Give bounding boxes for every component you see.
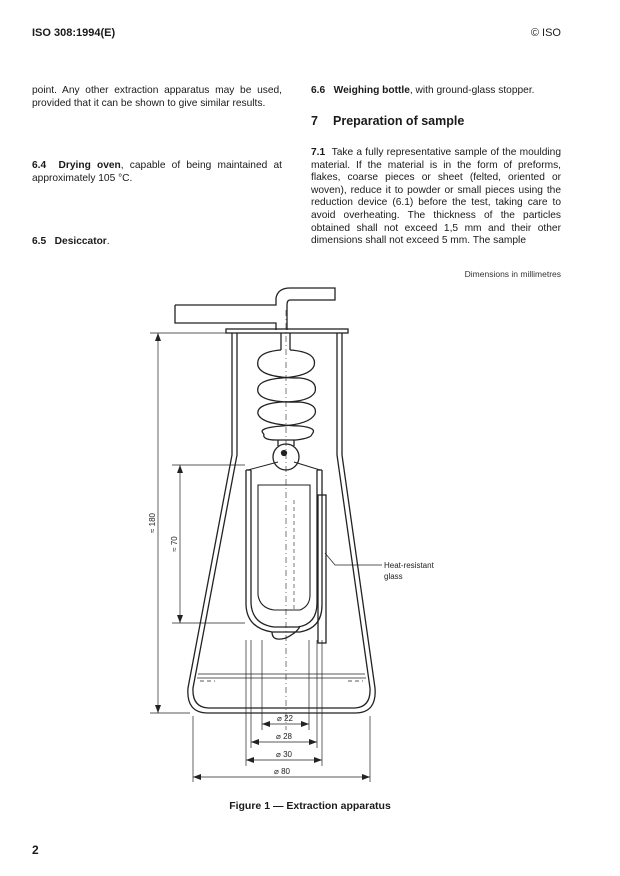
clause-number: 6.6 bbox=[311, 85, 326, 96]
dim-diameter-28: ⌀ 28 bbox=[276, 732, 292, 741]
dim-height-total: ≈ 180 bbox=[148, 513, 157, 533]
continuation-paragraph: point. Any other extraction apparatus may be used, provided that it can be shown to give similar results. bbox=[32, 85, 282, 109]
clause-term: Desiccator bbox=[54, 236, 107, 247]
glass-label-line1: Heat-resistant bbox=[384, 561, 434, 570]
dim-diameter-80: ⌀ 80 bbox=[274, 767, 290, 776]
clause-text: , capable of being maintained at approximately 105 °C. bbox=[32, 160, 282, 184]
dim-diameter-22: ⌀ 22 bbox=[277, 714, 293, 723]
section-number: 7 bbox=[311, 114, 318, 128]
standard-designation: ISO 308:1994(E) bbox=[32, 27, 116, 39]
condenser-tube bbox=[175, 288, 335, 330]
extraction-thimble bbox=[246, 470, 322, 639]
figure-caption: Figure 1 — Extraction apparatus bbox=[229, 800, 391, 812]
glass-label-line2: glass bbox=[384, 572, 403, 581]
units-note: Dimensions in millimetres bbox=[464, 269, 561, 279]
page-number: 2 bbox=[32, 843, 39, 857]
clause-term: Drying oven bbox=[58, 160, 121, 171]
sample-tube bbox=[258, 485, 310, 610]
dimension-lines bbox=[150, 333, 382, 782]
dim-diameter-30: ⌀ 30 bbox=[276, 750, 292, 759]
clause-text: Take a fully representative sample of the moulding material. If the material is in the form of preforms, flakes, coarse pieces or sheet (felted, oriented or woven), reduce it to powder or small pieces using the reduction device (6.1) before the test, taking care to avoid overheating. The thickness of the particles obtained shall not exceed 1,5 mm and their other dimensions shall not exceed 5 mm. The sample bbox=[311, 147, 561, 247]
clause-number: 6.4 bbox=[32, 160, 47, 171]
clause-text: , with ground-glass stopper. bbox=[409, 85, 535, 96]
clause-number: 6.5 bbox=[32, 236, 47, 247]
conical-flask bbox=[188, 329, 375, 713]
solvent-level bbox=[197, 674, 366, 681]
clause-number: 7.1 bbox=[311, 147, 326, 158]
copyright-notice: © ISO bbox=[530, 27, 561, 39]
clause-text: . bbox=[106, 236, 110, 247]
suspension-wires bbox=[248, 462, 320, 470]
clause-term: Weighing bottle bbox=[333, 85, 410, 96]
section-title: Preparation of sample bbox=[333, 114, 465, 128]
coil-condenser bbox=[258, 333, 316, 470]
dim-height-inner: ≈ 70 bbox=[170, 536, 179, 552]
